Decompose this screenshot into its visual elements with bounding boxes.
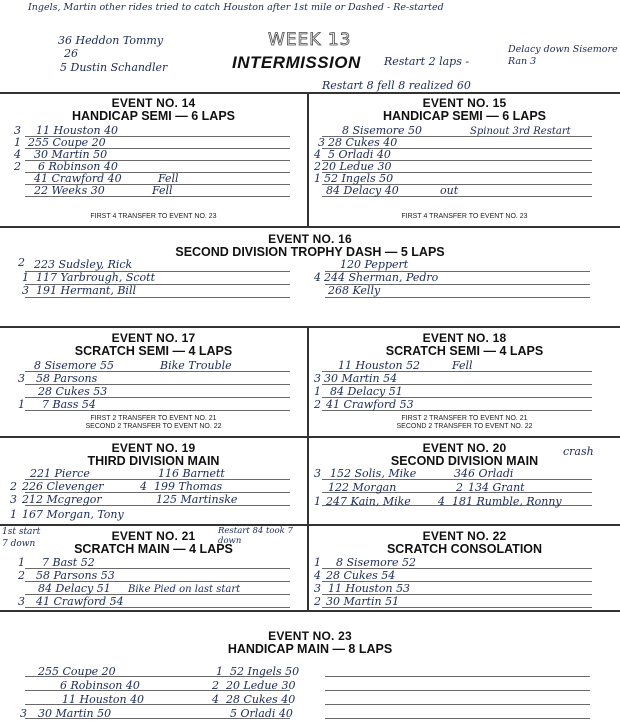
event-name: SCRATCH SEMI — 4 LAPS bbox=[74, 344, 233, 358]
entry-position: 3 bbox=[318, 136, 325, 149]
transfer-note: FIRST 4 TRANSFER TO EVENT NO. 23 bbox=[401, 213, 528, 220]
event-number: EVENT NO. 20 bbox=[422, 441, 507, 455]
entry-position: 2 bbox=[314, 398, 321, 411]
delacy-down-note: Delacy down Sisemore Ran 3 bbox=[508, 44, 618, 67]
entry-rider-right: 116 Barnett bbox=[158, 467, 225, 480]
entry-position: 1 bbox=[18, 556, 25, 569]
entry-rider: 117 Yarbrough, Scott bbox=[36, 271, 156, 284]
entry-position: 1 bbox=[314, 385, 321, 398]
entry-rider: 11 Houston 52 bbox=[338, 359, 421, 372]
entry-position: 2 bbox=[212, 679, 219, 692]
entry-rider: 6 Robinson 40 bbox=[60, 679, 140, 692]
top-handwritten-note: Ingels, Martin other rides tried to catch Houston after 1st mile or Dashed - Re-started bbox=[28, 2, 444, 13]
entry-rider: 84 Delacy 51 bbox=[330, 385, 403, 398]
crash-note: crash bbox=[563, 445, 594, 458]
entry-rider-right: 125 Martinske bbox=[156, 493, 238, 506]
event-name: SECOND DIVISION TROPHY DASH — 5 LAPS bbox=[175, 245, 445, 259]
entry-rider-right: 134 Grant bbox=[468, 481, 525, 494]
entry-rider: 7 Bast 52 bbox=[42, 556, 95, 569]
entry-rider-right: 199 Thomas bbox=[154, 480, 223, 493]
entry-rider: 255 Coupe 20 bbox=[28, 136, 106, 149]
header-lineup-3: 5 Dustin Schandler bbox=[60, 61, 168, 74]
entry-rider: 223 Sudsley, Rick bbox=[34, 258, 133, 271]
entry-rider: 30 Martin 54 bbox=[324, 372, 398, 385]
entry-note: Bike Pied on last start bbox=[128, 584, 241, 595]
divider-top bbox=[0, 92, 620, 94]
entry-position: 3 bbox=[314, 372, 321, 385]
event-name: HANDICAP SEMI — 6 LAPS bbox=[72, 109, 235, 123]
entry-rider: 58 Parsons bbox=[36, 372, 98, 385]
entry-position: 2 bbox=[18, 569, 25, 582]
entry-rider: 41 Crawford 53 bbox=[326, 398, 414, 411]
entry-rider: 8 Sisemore 50 bbox=[342, 124, 423, 137]
entry-position: 3 bbox=[314, 582, 321, 595]
entry-position: 1 bbox=[314, 495, 321, 508]
entry-position-right: 4 bbox=[140, 480, 147, 493]
entry-position-right: 4 bbox=[438, 495, 445, 508]
entry-position: 3 bbox=[10, 493, 17, 506]
event-number: EVENT NO. 19 bbox=[111, 441, 196, 455]
entry-rider: 41 Crawford 40 bbox=[34, 172, 122, 185]
entry-position: 1 bbox=[14, 136, 21, 149]
entry-rider: 28 Cukes 53 bbox=[38, 385, 108, 398]
divider-6 bbox=[0, 610, 620, 612]
entry-rider: 22 Weeks 30 bbox=[34, 184, 105, 197]
week-label: WEEK 13 bbox=[268, 30, 352, 50]
entry-rider: 255 Coupe 20 bbox=[38, 665, 116, 678]
entry-rider: 212 Mcgregor bbox=[22, 493, 102, 506]
entry-rider: 28 Cukes 40 bbox=[226, 693, 296, 706]
entry-rider: 8 Sisemore 55 bbox=[34, 359, 115, 372]
header-lineup-2: 26 bbox=[64, 47, 78, 60]
entry-note: Fell bbox=[452, 359, 473, 372]
transfer-note: FIRST 4 TRANSFER TO EVENT NO. 23 bbox=[90, 213, 217, 220]
entry-rider: 152 Solis, Mike bbox=[330, 467, 417, 480]
entry-rider: 167 Morgan, Tony bbox=[22, 508, 124, 521]
entry-note: Spinout 3rd Restart bbox=[470, 126, 571, 137]
event-number: EVENT NO. 18 bbox=[422, 331, 507, 345]
entry-position: 1 bbox=[314, 172, 321, 185]
entry-rider: 28 Cukes 40 bbox=[328, 136, 398, 149]
entry-position: 2 bbox=[314, 160, 321, 173]
first-start-note: 1st start 7 down bbox=[2, 527, 41, 549]
event-number: EVENT NO. 23 bbox=[268, 629, 352, 643]
intermission-title: INTERMISSION bbox=[232, 53, 361, 72]
event-number: EVENT NO. 17 bbox=[111, 331, 196, 345]
entry-rider-right: 346 Orladi bbox=[454, 467, 514, 480]
entry-rider: 191 Hermant, Bill bbox=[36, 284, 136, 297]
transfer-note-2: SECOND 2 TRANSFER TO EVENT NO. 22 bbox=[396, 423, 533, 430]
entry-position: 1 bbox=[18, 398, 25, 411]
entry-rider: 247 Kain, Mike bbox=[326, 495, 411, 508]
entry-rider: 28 Cukes 54 bbox=[326, 569, 396, 582]
event-number: EVENT NO. 15 bbox=[422, 96, 507, 110]
event-name: SCRATCH SEMI — 4 LAPS bbox=[385, 344, 544, 358]
header-lineup-1: 36 Heddon Tommy bbox=[58, 34, 164, 47]
transfer-note-2: SECOND 2 TRANSFER TO EVENT NO. 22 bbox=[85, 423, 222, 430]
divider-5 bbox=[0, 524, 620, 526]
entry-rider-right: 181 Rumble, Ronny bbox=[452, 495, 562, 508]
entry-rider: 20 Ledue 30 bbox=[226, 679, 296, 692]
entry-rider: 8 Sisemore 52 bbox=[336, 556, 417, 569]
restart-note: Restart 2 laps - bbox=[384, 55, 470, 68]
entry-note: out bbox=[440, 184, 459, 197]
divider-2 bbox=[0, 226, 620, 228]
entry-position: 3 bbox=[18, 595, 25, 608]
entry-note: Bike Trouble bbox=[160, 359, 232, 372]
event-name: HANDICAP SEMI — 6 LAPS bbox=[383, 109, 546, 123]
entry-rider: 84 Delacy 40 bbox=[326, 184, 399, 197]
entry-rider: 226 Clevenger bbox=[22, 480, 104, 493]
entry-rider: 221 Pierce bbox=[30, 467, 90, 480]
entry-rider: 52 Ingels 50 bbox=[230, 665, 300, 678]
entry-rider: 5 Orladi 40 bbox=[328, 148, 391, 161]
entry-position: 1 bbox=[10, 508, 17, 521]
entry-rider: 84 Delacy 51 bbox=[38, 582, 111, 595]
entry-rider: 41 Crawford 54 bbox=[36, 595, 124, 608]
entry-position: 4 bbox=[314, 569, 321, 582]
entry-position: 4 bbox=[314, 271, 321, 284]
divider-3 bbox=[0, 326, 620, 328]
entry-position: 4 bbox=[314, 148, 321, 161]
event-number: EVENT NO. 16 bbox=[268, 232, 352, 246]
entry-position-right: 2 bbox=[456, 481, 463, 494]
entry-position: 2 bbox=[314, 595, 321, 608]
entry-rider: 5 Orladi 40 bbox=[230, 707, 293, 720]
event-number: EVENT NO. 21 bbox=[111, 529, 196, 543]
entry-rider: 7 Bass 54 bbox=[42, 398, 96, 411]
entry-rider: 268 Kelly bbox=[328, 284, 381, 297]
event-number: EVENT NO. 22 bbox=[422, 529, 507, 543]
entry-rider: 30 Martin 50 bbox=[38, 707, 112, 720]
entry-position: 2 bbox=[10, 480, 17, 493]
entry-position: 2 bbox=[14, 160, 21, 173]
entry-rider: 122 Morgan bbox=[328, 481, 397, 494]
entry-rider: 20 Ledue 30 bbox=[322, 160, 392, 173]
entry-position: 4 bbox=[14, 148, 21, 161]
event-number: EVENT NO. 14 bbox=[111, 96, 196, 110]
transfer-note-1: FIRST 2 TRANSFER TO EVENT NO. 21 bbox=[90, 415, 217, 422]
entry-rider: 11 Houston 40 bbox=[62, 693, 145, 706]
entry-rider: 244 Sherman, Pedro bbox=[324, 271, 439, 284]
divider-4 bbox=[0, 436, 620, 438]
restart-fell-note: Restart 8 fell 8 realized 60 bbox=[322, 79, 471, 92]
entry-rider: 30 Martin 51 bbox=[326, 595, 400, 608]
event-name: SCRATCH MAIN — 4 LAPS bbox=[74, 542, 233, 556]
entry-position: 1 bbox=[216, 665, 223, 678]
entry-position: 3 bbox=[314, 467, 321, 480]
entry-position: 2 bbox=[18, 256, 25, 269]
entry-note: Fell bbox=[152, 184, 173, 197]
entry-rider: 52 Ingels 50 bbox=[324, 172, 394, 185]
entry-note: Fell bbox=[158, 172, 179, 185]
entry-position: 1 bbox=[314, 556, 321, 569]
restart-note-21: Restart 84 took 7 down bbox=[218, 526, 293, 546]
event-name: SCRATCH CONSOLATION bbox=[386, 542, 543, 556]
entry-rider: 30 Martin 50 bbox=[34, 148, 108, 161]
entry-position: 1 bbox=[22, 271, 29, 284]
entry-rider: 11 Houston 53 bbox=[328, 582, 411, 595]
entry-position: 3 bbox=[14, 124, 21, 137]
entry-rider: 58 Parsons 53 bbox=[36, 569, 115, 582]
event-name: THIRD DIVISION MAIN bbox=[87, 454, 220, 468]
event-name: HANDICAP MAIN — 8 LAPS bbox=[227, 642, 393, 656]
entry-position: 3 bbox=[18, 372, 25, 385]
entry-rider: 11 Houston 40 bbox=[36, 124, 119, 137]
transfer-note-1: FIRST 2 TRANSFER TO EVENT NO. 21 bbox=[401, 415, 528, 422]
entry-position: 4 bbox=[212, 693, 219, 706]
entry-rider: 6 Robinson 40 bbox=[38, 160, 118, 173]
entry-position: 3 bbox=[20, 707, 27, 720]
entry-rider: 120 Peppert bbox=[340, 258, 409, 271]
event-name: SECOND DIVISION MAIN bbox=[390, 454, 539, 468]
entry-position: 3 bbox=[22, 284, 29, 297]
